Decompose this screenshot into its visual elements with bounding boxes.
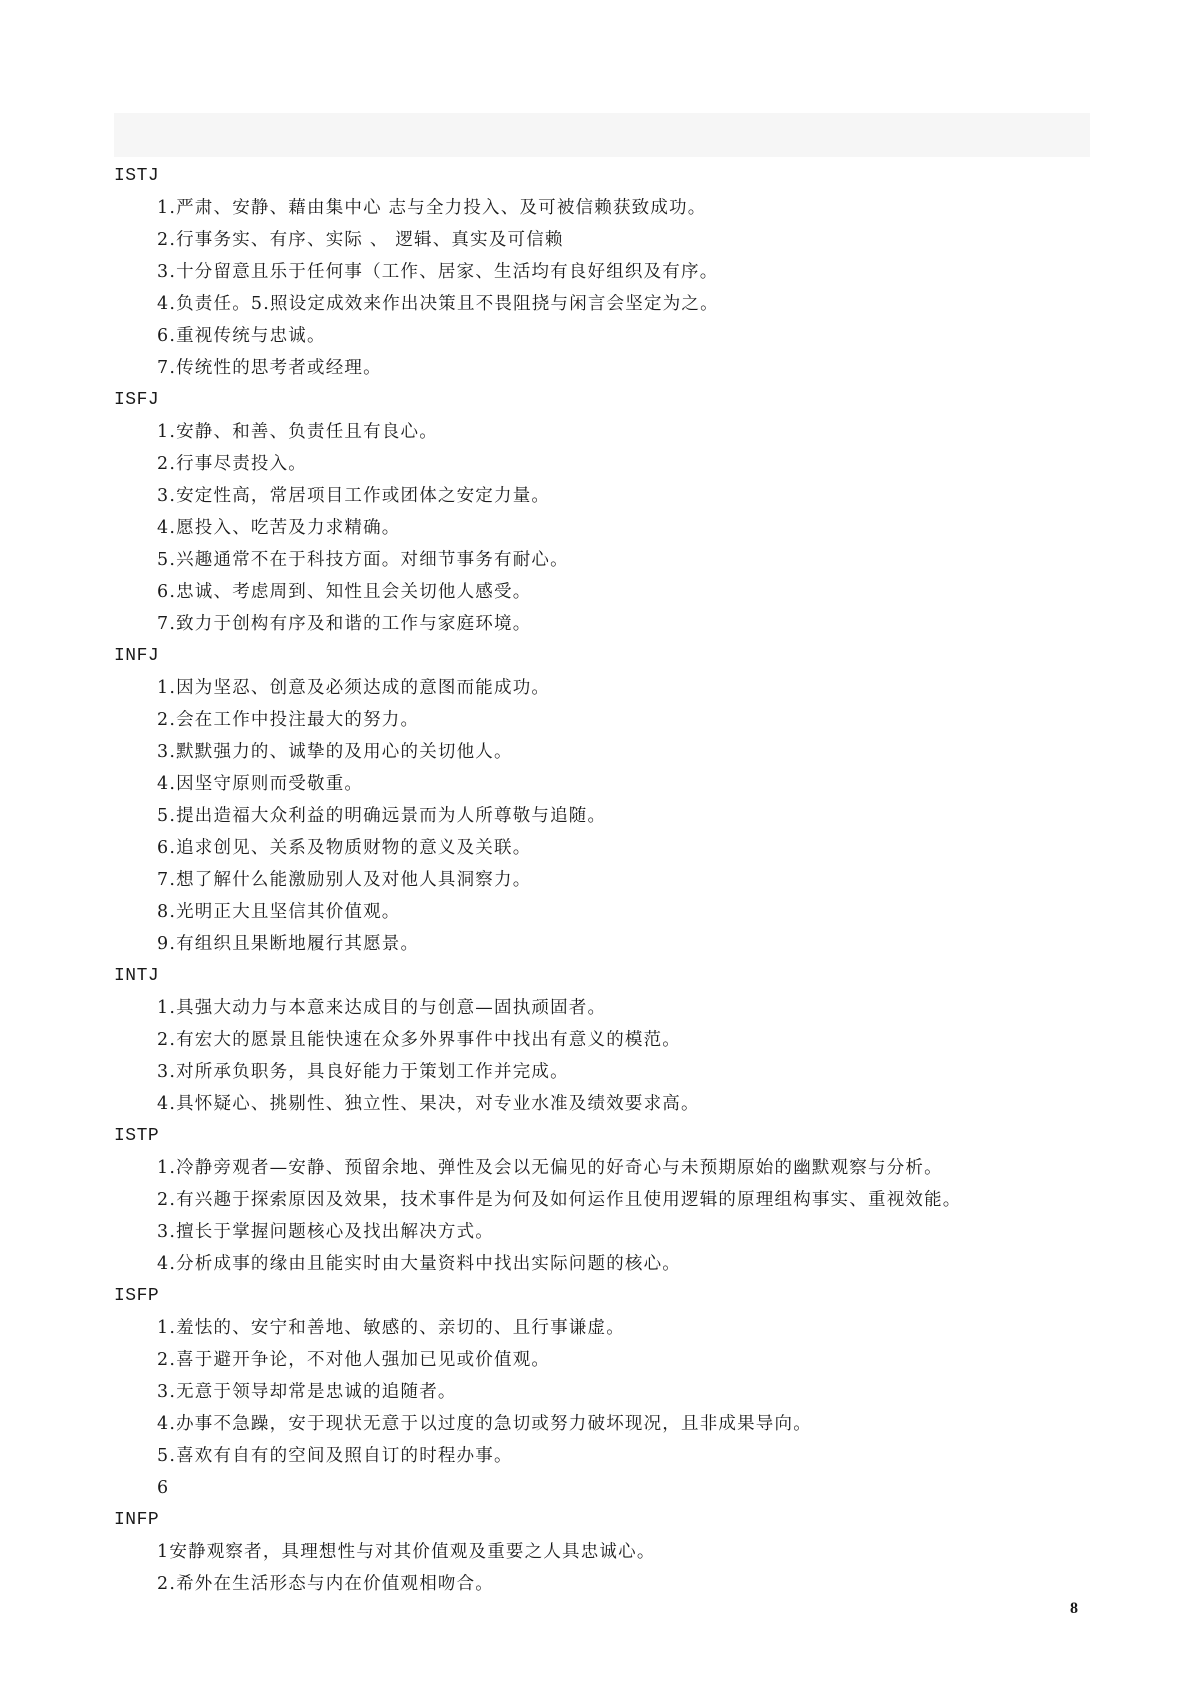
list-item: 1.羞怯的、安宁和善地、敏感的、亲切的、且行事谦虚。 bbox=[157, 1318, 625, 1338]
header-band bbox=[114, 113, 1090, 157]
list-item: 6.追求创见、关系及物质财物的意义及关联。 bbox=[157, 838, 532, 858]
section-heading: INFJ bbox=[114, 646, 160, 666]
list-item: 5.提出造福大众利益的明确远景而为人所尊敬与追随。 bbox=[157, 806, 607, 826]
section-heading: ISTJ bbox=[114, 166, 160, 186]
document-body bbox=[114, 160, 1114, 1600]
list-item: 2.有宏大的愿景且能快速在众多外界事件中找出有意义的模范。 bbox=[157, 1030, 681, 1050]
list-item: 1安静观察者，具理想性与对其价值观及重要之人具忠诚心。 bbox=[157, 1542, 656, 1562]
list-item: 6.忠诚、考虑周到、知性且会关切他人感受。 bbox=[157, 582, 532, 602]
section-heading: ISFJ bbox=[114, 390, 160, 410]
list-item: 3.十分留意且乐于任何事（工作、居家、生活均有良好组织及有序。 bbox=[157, 262, 719, 282]
section-heading: ISTP bbox=[114, 1126, 160, 1146]
list-item: 3.安定性高，常居项目工作或团体之安定力量。 bbox=[157, 486, 551, 506]
list-item: 6.重视传统与忠诚。 bbox=[157, 326, 326, 346]
list-item: 7.传统性的思考者或经理。 bbox=[157, 358, 382, 378]
list-item: 7.致力于创构有序及和谐的工作与家庭环境。 bbox=[157, 614, 532, 634]
list-item: 1.冷静旁观者—安静、预留余地、弹性及会以无偏见的好奇心与未预期原始的幽默观察与分析。 bbox=[157, 1158, 943, 1178]
list-item: 1.严肃、安静、藉由集中心 志与全力投入、及可被信赖获致成功。 bbox=[157, 198, 707, 218]
section-intj bbox=[114, 960, 1114, 1120]
list-item: 4.愿投入、吃苦及力求精确。 bbox=[157, 518, 401, 538]
list-item: 2.行事尽责投入。 bbox=[157, 454, 307, 474]
list-item: 3.无意于领导却常是忠诚的追随者。 bbox=[157, 1382, 457, 1402]
list-item: 2.行事务实、有序、实际 、 逻辑、真实及可信赖 bbox=[157, 230, 564, 250]
list-item: 2.希外在生活形态与内在价值观相吻合。 bbox=[157, 1574, 494, 1594]
page-number: 8 bbox=[1070, 1600, 1078, 1617]
list-item: 4.因坚守原则而受敬重。 bbox=[157, 774, 364, 794]
list-item: 4.办事不急躁，安于现状无意于以过度的急切或努力破坏现况，且非成果导向。 bbox=[157, 1414, 812, 1434]
list-item: 2.有兴趣于探索原因及效果，技术事件是为何及如何运作且使用逻辑的原理组构事实、重视效能。 bbox=[157, 1190, 962, 1210]
section-isfp bbox=[114, 1280, 1114, 1504]
list-item: 2.喜于避开争论，不对他人强加已见或价值观。 bbox=[157, 1350, 551, 1370]
list-item: 4.具怀疑心、挑剔性、独立性、果决，对专业水准及绩效要求高。 bbox=[157, 1094, 700, 1114]
list-item: 5.喜欢有自有的空间及照自订的时程办事。 bbox=[157, 1446, 513, 1466]
section-infj bbox=[114, 640, 1114, 960]
section-heading: INFP bbox=[114, 1510, 160, 1530]
list-item: 7.想了解什么能激励别人及对他人具洞察力。 bbox=[157, 870, 532, 890]
list-item: 5.兴趣通常不在于科技方面。对细节事务有耐心。 bbox=[157, 550, 569, 570]
list-item: 3.擅长于掌握问题核心及找出解决方式。 bbox=[157, 1222, 494, 1242]
section-heading: ISFP bbox=[114, 1286, 160, 1306]
list-item: 2.会在工作中投注最大的努力。 bbox=[157, 710, 420, 730]
section-istj bbox=[114, 160, 1114, 384]
section-infp bbox=[114, 1504, 1114, 1600]
section-heading: INTJ bbox=[114, 966, 160, 986]
list-item: 9.有组织且果断地履行其愿景。 bbox=[157, 934, 420, 954]
list-item: 4.负责任。5.照设定成效来作出决策且不畏阻挠与闲言会坚定为之。 bbox=[157, 294, 719, 314]
list-item: 3.对所承负职务，具良好能力于策划工作并完成。 bbox=[157, 1062, 569, 1082]
list-item: 1.具强大动力与本意来达成目的与创意—固执顽固者。 bbox=[157, 998, 607, 1018]
list-item: 6 bbox=[157, 1478, 170, 1498]
section-istp bbox=[114, 1120, 1114, 1280]
list-item: 4.分析成事的缘由且能实时由大量资料中找出实际问题的核心。 bbox=[157, 1254, 681, 1274]
section-isfj bbox=[114, 384, 1114, 640]
list-item: 1.安静、和善、负责任且有良心。 bbox=[157, 422, 438, 442]
list-item: 8.光明正大且坚信其价值观。 bbox=[157, 902, 401, 922]
list-item: 1.因为坚忍、创意及必须达成的意图而能成功。 bbox=[157, 678, 551, 698]
list-item: 3.默默强力的、诚挚的及用心的关切他人。 bbox=[157, 742, 513, 762]
